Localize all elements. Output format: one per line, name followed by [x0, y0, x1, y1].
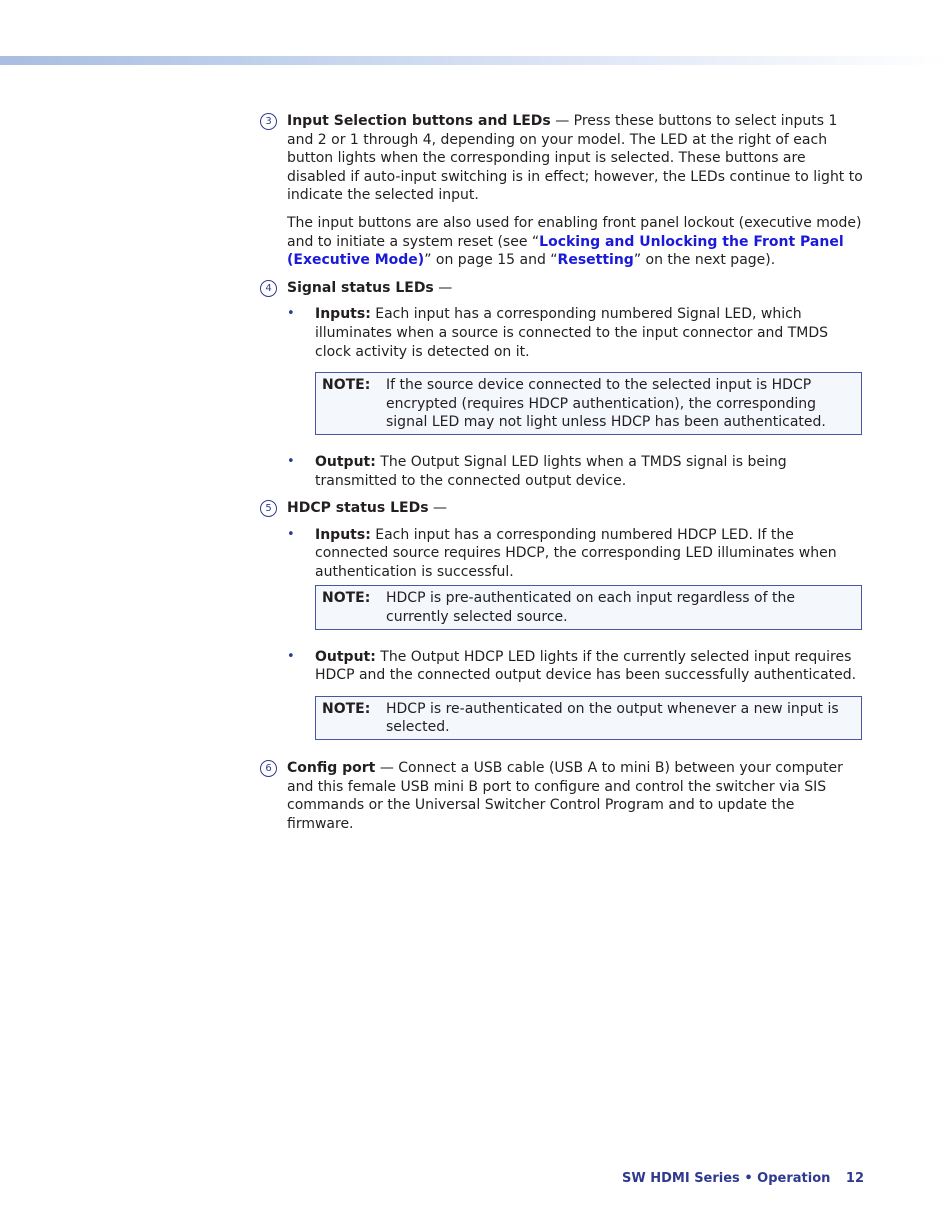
section-title: HDCP status LEDs [287, 500, 429, 517]
note-label: NOTE: [322, 590, 371, 607]
bullet-item-inputs [287, 526, 864, 582]
footer-title: SW HDMI Series • Operation [622, 1171, 831, 1186]
page-footer [622, 1171, 864, 1186]
paragraph-text: ” on page 15 and “ [424, 252, 558, 269]
note-text: If the source device connected to the selected input is HDCP encrypted (requires HDCP authentication), the corresponding signal LED may not light unless HDCP has been authenticated. [386, 377, 826, 431]
bullet-text [315, 305, 864, 361]
bullet-icon: • [287, 453, 295, 469]
section-input-selection [258, 112, 864, 270]
bullet-body: The Output Signal LED lights when a TMDS signal is being transmitted to the connected output device. [315, 453, 787, 489]
callout-number-5: 5 [260, 500, 277, 517]
bullet-item-inputs [287, 305, 864, 361]
note-label: NOTE: [322, 700, 371, 717]
section-hdcp-status [258, 499, 864, 740]
input-selection-paragraph [287, 112, 864, 205]
section-description: — Connect a USB cable (USB A to mini B) between your computer and this female USB mini B port to configure and control the switcher via SIS commands or the Universal Switcher Control Program and to update the firmware. [287, 760, 843, 832]
paragraph-text: The input buttons are also used for enabling front panel lockout (executive mode) and to initiate a system reset (see “ [287, 214, 862, 250]
bullet-label: Inputs: [315, 306, 371, 323]
callout-number-6: 6 [260, 760, 277, 777]
lockout-paragraph [287, 214, 864, 270]
bullet-icon: • [287, 648, 295, 664]
bullet-text [315, 526, 864, 582]
page-number: 12 [845, 1171, 864, 1186]
section-title: Config port [287, 760, 376, 777]
bullet-text [315, 648, 864, 685]
section-heading [287, 279, 864, 298]
config-port-paragraph [287, 759, 864, 833]
section-title: Signal status LEDs [287, 279, 434, 296]
note-box [315, 696, 862, 740]
callout-number-4: 4 [260, 280, 277, 297]
header-gradient-bar [0, 56, 950, 65]
heading-dash: — [428, 500, 447, 517]
page-content [258, 112, 864, 833]
link-locking-front-panel[interactable]: Locking and Unlocking the Front Panel (Executive Mode) [287, 233, 844, 269]
bullet-label: Output: [315, 453, 376, 470]
bullet-label: Output: [315, 648, 376, 665]
bullet-item-output [287, 648, 864, 685]
link-resetting[interactable]: Resetting [557, 252, 634, 269]
bullet-icon: • [287, 526, 295, 542]
paragraph-text: ” on the next page). [633, 252, 776, 269]
section-title: Input Selection buttons and LEDs [287, 113, 551, 129]
note-text: HDCP is re-authenticated on the output whenever a new input is selected. [386, 700, 839, 736]
bullet-text [315, 453, 864, 490]
bullet-item-output [287, 453, 864, 490]
section-heading [287, 499, 864, 518]
callout-number-3: 3 [260, 113, 277, 130]
bullet-icon: • [287, 306, 295, 322]
heading-dash: — [433, 279, 453, 296]
note-text: HDCP is pre-authenticated on each input regardless of the currently selected source. [386, 590, 795, 626]
section-config-port [258, 759, 864, 833]
section-signal-status [258, 279, 864, 490]
bullet-body: Each input has a corresponding numbered HDCP LED. If the connected source requires HDCP, the corresponding LED illuminates when authentication is successful. [315, 526, 837, 580]
bullet-label: Inputs: [315, 526, 371, 543]
note-box [315, 372, 862, 435]
bullet-body: The Output HDCP LED lights if the currently selected input requires HDCP and the connected output device has been successfully authenticated. [315, 648, 857, 684]
bullet-body: Each input has a corresponding numbered Signal LED, which illuminates when a source is connected to the input connector and TMDS clock activity is detected on it. [315, 306, 829, 360]
note-box [315, 585, 862, 629]
note-label: NOTE: [322, 377, 371, 394]
section-description: — Press these buttons to select inputs 1 and 2 or 1 through 4, depending on your model. The LED at the right of each button lights when the corresponding input is selected. These buttons are disabled if auto-input switching is in effect; however, the LEDs continue to light to indicate the selected input. [287, 113, 863, 204]
